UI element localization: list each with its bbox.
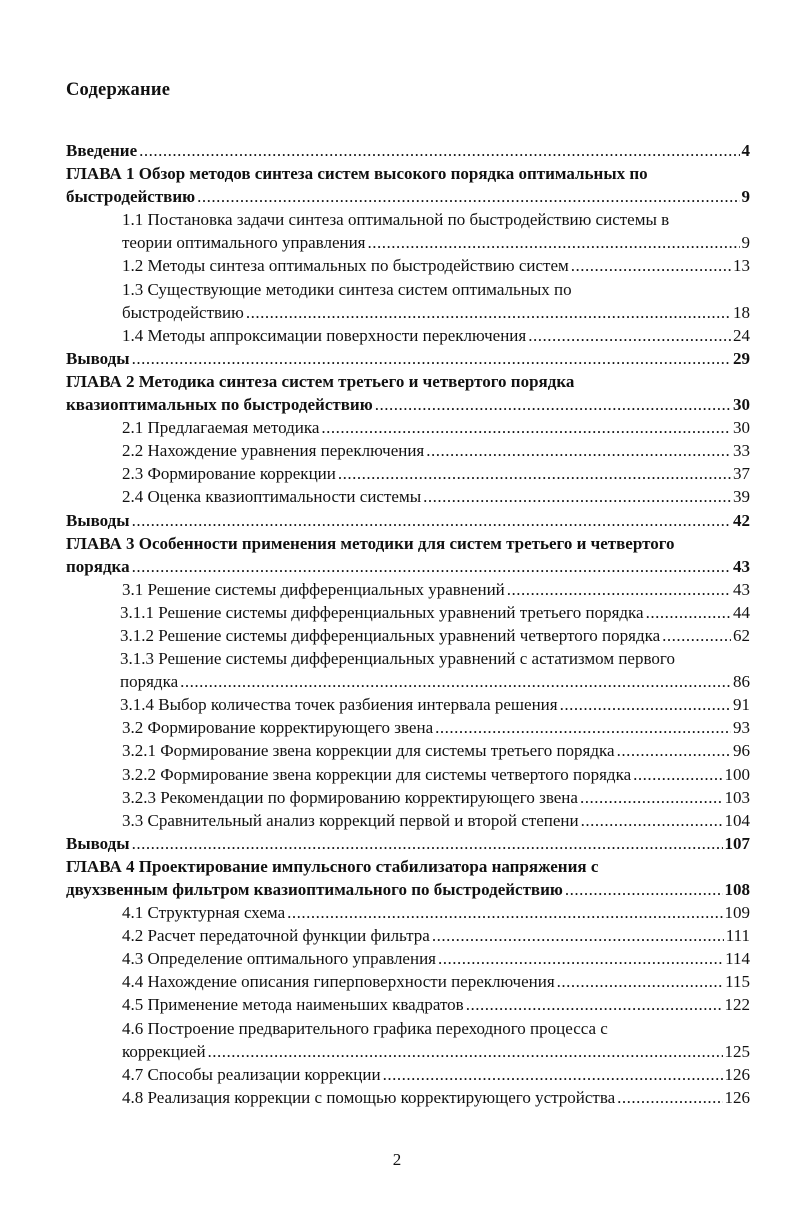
toc-entry-title: 3.2.3 Рекомендации по формированию корректирующего звена (122, 787, 578, 807)
dot-leader (438, 947, 723, 970)
toc-entry-page: 43 (733, 556, 750, 576)
toc-entry-page: 33 (733, 441, 750, 461)
toc-entry-page: 43 (733, 579, 750, 599)
toc-entry-title: 4.7 Способы реализации коррекции (122, 1064, 381, 1084)
toc-entry-chapter-3-cont[interactable] (66, 555, 750, 578)
dot-leader (571, 254, 731, 277)
dot-leader (662, 624, 731, 647)
dot-leader (338, 462, 731, 485)
toc-entry-title: 1.4 Методы аппроксимации поверхности переключения (122, 325, 527, 345)
toc-entry-1-4[interactable] (66, 324, 750, 347)
toc-entry-chapter-2[interactable] (66, 370, 750, 393)
toc-entry-page: 100 (724, 764, 750, 784)
toc-entry-title: быстродействию (122, 302, 244, 322)
dot-leader (197, 185, 739, 208)
toc-entry-2-4[interactable] (66, 485, 750, 508)
toc-entry-title: ГЛАВА 4 Проектирование импульсного стабилизатора напряжения с (66, 856, 599, 876)
toc-entry-4-1[interactable] (66, 901, 750, 924)
toc-entry-page: 30 (733, 395, 750, 415)
toc-entry-4-6[interactable] (66, 1017, 750, 1040)
toc-entry-title: 3.1.1 Решение системы дифференциальных уравнений третьего порядка (120, 602, 644, 622)
dot-leader (528, 324, 731, 347)
dot-leader (375, 393, 731, 416)
toc-entry-title: квазиоптимальных по быстродействию (66, 395, 373, 415)
dot-leader (208, 1040, 723, 1063)
toc-entry-title: 3.1 Решение системы дифференциальных уравнений (122, 579, 505, 599)
toc-entry-3-3[interactable] (66, 809, 750, 832)
toc-entry-title: ГЛАВА 2 Методика синтеза систем третьего и четвертого порядка (66, 371, 575, 391)
toc-entry-chapter-4[interactable] (66, 855, 750, 878)
toc-entry-page: 109 (724, 903, 750, 923)
dot-leader (617, 1086, 722, 1109)
toc-entry-page: 44 (733, 602, 750, 622)
toc-entry-title: 4.5 Применение метода наименьших квадратов (122, 995, 464, 1015)
toc-entry-title: 3.1.4 Выбор количества точек разбиения интервала решения (120, 695, 558, 715)
toc-entry-page: 122 (724, 995, 750, 1015)
dot-leader (435, 716, 731, 739)
dot-leader (132, 509, 731, 532)
toc-entry-title: Выводы (66, 833, 130, 853)
toc-entry-title: Выводы (66, 348, 130, 368)
toc-entry-title: 2.4 Оценка квазиоптимальности системы (122, 487, 422, 507)
toc-entry-title: 4.1 Структурная схема (122, 903, 286, 923)
toc-entry-3-1[interactable] (66, 578, 750, 601)
dot-leader (507, 578, 731, 601)
toc-entry-2-1[interactable] (66, 416, 750, 439)
toc-entry-conclusions-2[interactable] (66, 509, 750, 532)
dot-leader (132, 555, 731, 578)
toc-entry-page: 96 (733, 741, 750, 761)
toc-entry-3-1-3-cont[interactable] (66, 670, 750, 693)
toc-entry-page: 4 (741, 141, 750, 160)
toc-entry-page: 24 (733, 325, 750, 345)
toc-entry-title: 1.2 Методы синтеза оптимальных по быстродействию систем (122, 256, 569, 276)
toc-entry-page: 103 (724, 787, 750, 807)
toc-entry-title: 4.3 Определение оптимального управления (122, 949, 436, 969)
toc-entry-page: 9 (741, 187, 750, 207)
toc-entry-3-2-2[interactable] (66, 763, 750, 786)
toc-entry-title: 4.4 Нахождение описания гиперповерхности переключения (122, 972, 555, 992)
toc-entry-page: 29 (733, 348, 750, 368)
toc-entry-title: ГЛАВА 3 Особенности применения методики для систем третьего и четвертого (66, 533, 675, 553)
toc-entry-title: ГЛАВА 1 Обзор методов синтеза систем высокого порядка оптимальных по (66, 164, 648, 184)
toc-entry-conclusions-1[interactable] (66, 347, 750, 370)
toc-entry-title: коррекцией (122, 1041, 206, 1061)
toc-entry-page: 125 (724, 1041, 750, 1061)
dot-leader (633, 763, 722, 786)
toc-entry-4-3[interactable] (66, 947, 750, 970)
toc-entry-title: порядка (66, 556, 130, 576)
toc-entry-title: Введение (66, 141, 138, 160)
dot-leader (423, 485, 731, 508)
toc-entry-chapter-2-cont[interactable] (66, 393, 750, 416)
toc-entry-page: 91 (733, 695, 750, 715)
toc-entry-title: порядка (120, 672, 179, 692)
toc-entry-title: 1.1 Постановка задачи синтеза оптимальной по быстродействию системы в (122, 210, 670, 230)
dot-leader (617, 739, 731, 762)
toc-entry-3-1-1[interactable] (66, 601, 750, 624)
toc-entry-title: 2.1 Предлагаемая методика (122, 418, 320, 438)
toc-entry-chapter-1-cont[interactable] (66, 185, 750, 208)
dot-leader (321, 416, 731, 439)
toc-entry-title: 4.2 Расчет передаточной функции фильтра (122, 926, 430, 946)
toc-entry-3-2-1[interactable] (66, 739, 750, 762)
dot-leader (246, 301, 731, 324)
page-number: 2 (392, 1150, 402, 1169)
toc-entry-conclusions-3[interactable] (66, 832, 750, 855)
dot-leader (368, 231, 740, 254)
dot-leader (560, 693, 731, 716)
toc-entry-title: 2.2 Нахождение уравнения переключения (122, 441, 425, 461)
toc-entry-1-3[interactable] (66, 278, 750, 301)
dot-leader (580, 786, 723, 809)
toc-entry-4-4[interactable] (66, 970, 750, 993)
toc-entry-title: теории оптимального управления (122, 233, 366, 253)
toc-entry-4-2[interactable] (66, 924, 750, 947)
toc-entry-2-2[interactable] (66, 439, 750, 462)
dot-leader (132, 347, 731, 370)
toc-entry-1-2[interactable] (66, 254, 750, 277)
toc-entry-page: 107 (724, 833, 750, 853)
toc-entry-3-1-4[interactable] (66, 693, 750, 716)
dot-leader (646, 601, 731, 624)
toc-entry-page: 42 (733, 510, 750, 530)
toc-entry-title: 3.2.1 Формирование звена коррекции для системы третьего порядка (122, 741, 615, 761)
toc-entry-title: 3.2 Формирование корректирующего звена (122, 718, 434, 738)
toc-entry-page: 86 (733, 672, 750, 692)
toc-entry-page: 39 (733, 487, 750, 507)
dot-leader (132, 832, 723, 855)
toc-entry-chapter-1[interactable] (66, 162, 750, 185)
toc-entry-1-1[interactable] (66, 208, 750, 231)
toc-entry-title: 4.6 Построение предварительного графика переходного процесса с (122, 1018, 608, 1038)
toc-entry-title: быстродействию (66, 187, 196, 207)
toc-entry-title: 3.1.3 Решение системы дифференциальных уравнений с астатизмом первого (120, 649, 675, 669)
toc-entry-title: 3.3 Сравнительный анализ коррекций первой и второй степени (122, 810, 579, 830)
toc-entry-1-3-cont[interactable] (66, 301, 750, 324)
toc-entry-1-1-cont[interactable] (66, 231, 750, 254)
toc-entry-page: 115 (725, 972, 750, 992)
dot-leader (287, 901, 722, 924)
toc-entry-title: 3.1.2 Решение системы дифференциальных уравнений четвертого порядка (120, 625, 661, 645)
dot-leader (432, 924, 724, 947)
toc-entry-page: 108 (724, 880, 750, 899)
toc-entry-page: 18 (733, 302, 750, 322)
toc-entry-page: 104 (724, 810, 750, 830)
toc-entry-page: 9 (741, 233, 750, 253)
table-of-contents (66, 139, 750, 1109)
dot-leader (466, 993, 723, 1016)
toc-entry-page: 111 (725, 926, 750, 946)
dot-leader (565, 878, 723, 901)
dot-leader (180, 670, 731, 693)
toc-entry-page: 30 (733, 418, 750, 438)
toc-entry-4-6-cont[interactable] (66, 1040, 750, 1063)
toc-entry-page: 62 (733, 625, 750, 645)
toc-entry-page: 37 (733, 464, 750, 484)
toc-entry-4-5[interactable] (66, 993, 750, 1016)
toc-entry-title: 4.8 Реализация коррекции с помощью корректирующего устройства (122, 1087, 616, 1107)
toc-entry-page: 126 (724, 1064, 750, 1084)
toc-entry-title: Выводы (66, 510, 130, 530)
toc-entry-title: двухзвенным фильтром квазиоптимального по быстродействию (66, 880, 563, 899)
toc-entry-title: 1.3 Существующие методики синтеза систем оптимальных по (122, 279, 572, 299)
toc-entry-4-8[interactable] (66, 1086, 750, 1109)
toc-entry-chapter-3[interactable] (66, 532, 750, 555)
page-title: Содержание (66, 80, 171, 100)
dot-leader (557, 970, 723, 993)
dot-leader (426, 439, 731, 462)
dot-leader (383, 1063, 723, 1086)
toc-entry-title: 2.3 Формирование коррекции (122, 464, 336, 484)
toc-entry-4-7[interactable] (66, 1063, 750, 1086)
toc-entry-page: 93 (733, 718, 750, 738)
toc-entry-page: 13 (733, 256, 750, 276)
toc-entry-chapter-4-cont[interactable] (66, 878, 750, 901)
toc-entry-3-2[interactable] (66, 716, 750, 739)
toc-entry-title: 3.2.2 Формирование звена коррекции для системы четвертого порядка (122, 764, 632, 784)
dot-leader (581, 809, 723, 832)
toc-entry-3-1-3[interactable] (66, 647, 750, 670)
toc-entry-2-3[interactable] (66, 462, 750, 485)
toc-entry-page: 114 (725, 949, 750, 969)
toc-entry-3-2-3[interactable] (66, 786, 750, 809)
toc-entry-3-1-2[interactable] (66, 624, 750, 647)
toc-entry-introduction[interactable] (66, 139, 750, 162)
toc-entry-page: 126 (724, 1087, 750, 1107)
dot-leader (139, 139, 739, 162)
